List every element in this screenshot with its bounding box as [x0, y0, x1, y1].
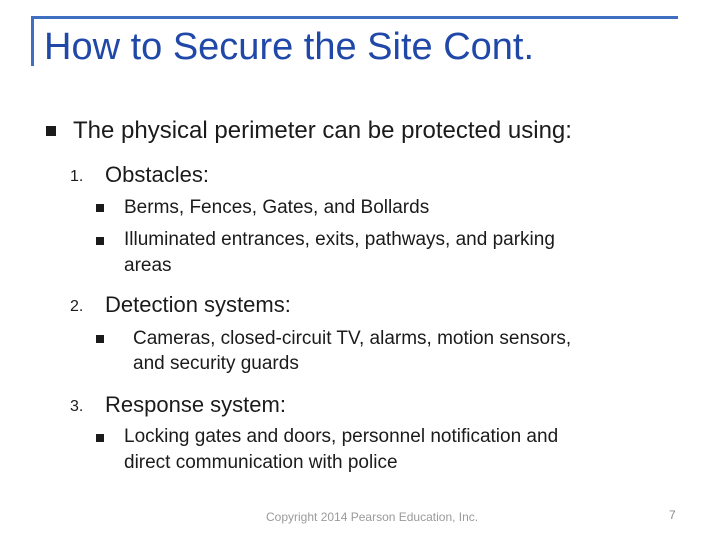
bullet-square-icon: [46, 126, 56, 136]
list-item-detection-systems: Detection systems:: [105, 292, 291, 317]
sub-bullet-text-continued: and security guards: [133, 353, 299, 374]
sub-bullet-text: Cameras, closed-circuit TV, alarms, motion sensors,: [133, 328, 572, 349]
sub-bullet-text: Berms, Fences, Gates, and Bollards: [124, 197, 430, 218]
copyright-footer: Copyright 2014 Pearson Education, Inc.: [266, 510, 479, 524]
list-number-3: 3.: [70, 398, 84, 415]
sub-bullet-text-continued: areas: [124, 255, 172, 276]
title-frame-left-rule: [31, 16, 34, 66]
page-number: 7: [669, 508, 676, 522]
sub-bullet-text: Illuminated entrances, exits, pathways, and parking: [124, 229, 555, 250]
bullet-square-icon: [96, 434, 104, 442]
bullet-square-icon: [96, 335, 104, 343]
list-item-response-system: Response system:: [105, 392, 286, 417]
list-number-2: 2.: [70, 298, 84, 315]
slide-title: How to Secure the Site Cont.: [44, 26, 535, 68]
intro-text: The physical perimeter can be protected using:: [73, 117, 572, 144]
sub-bullet-text: Locking gates and doors, personnel notification and: [124, 426, 559, 447]
bullet-square-icon: [96, 237, 104, 245]
title-frame-top-rule: [31, 16, 678, 19]
bullet-square-icon: [96, 204, 104, 212]
list-item-obstacles: Obstacles:: [105, 162, 209, 187]
sub-bullet-text-continued: direct communication with police: [124, 452, 398, 473]
list-number-1: 1.: [70, 168, 84, 185]
